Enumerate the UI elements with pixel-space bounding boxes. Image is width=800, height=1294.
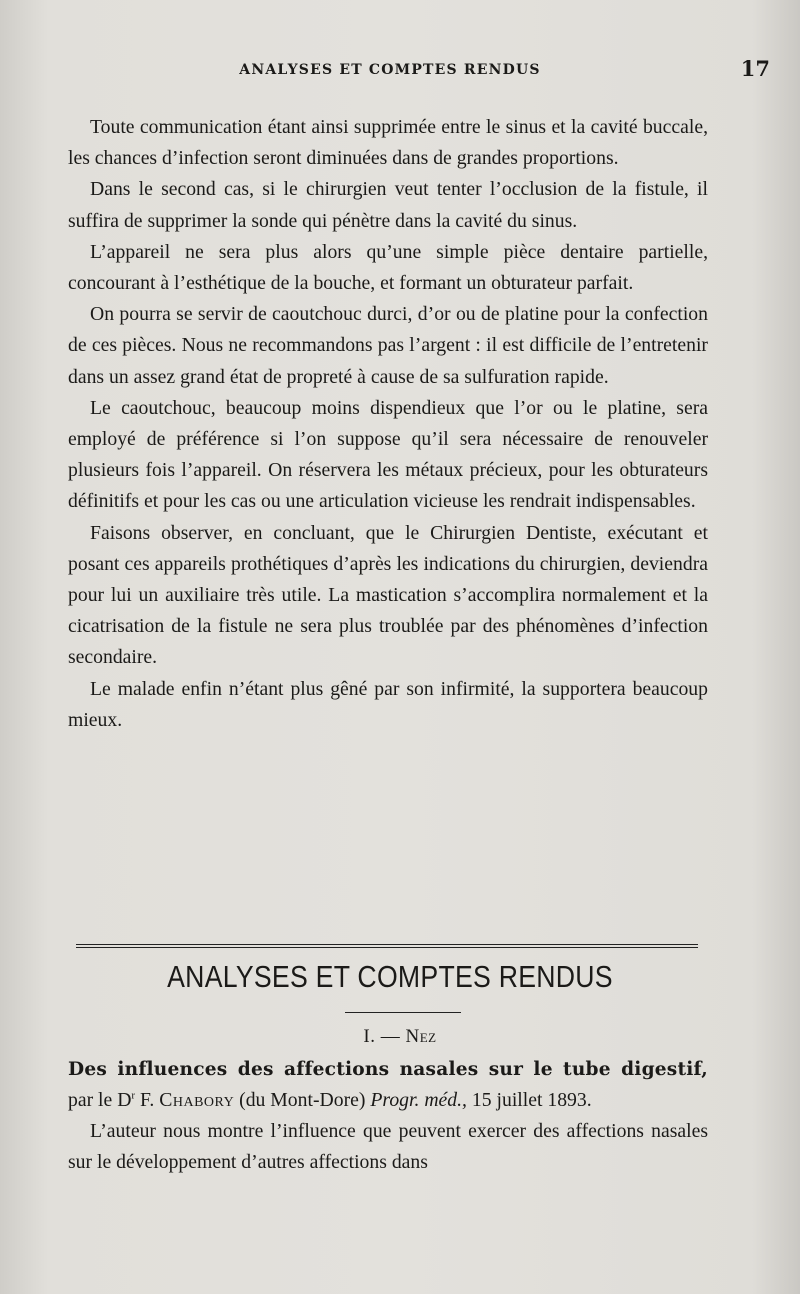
paragraph: Dans le second cas, si le chirurgien veut tenter l’occlusion de la fistule, il suffira de supprimer la sonde qui pénètre dans la cavité du sinus.: [68, 178, 708, 232]
section-rule: [76, 944, 698, 948]
article-body: L’auteur nous montre l’influence que peuvent exercer des affections nasales sur le développement d’autres affections dans: [68, 1120, 708, 1173]
paragraph: Faisons observer, en concluant, que le Chirurgien Dentiste, exécutant et posant ces appareils prothétiques d’après les indications du chirurgien, deviendra pour lui un auxiliaire très utile. La mastication s’accomplira normalement et la cicatrisation de la fistule ne sera plus troublée par des phénomènes d’infection secondaire.: [68, 521, 708, 669]
paragraph: On pourra se servir de caoutchouc durci, d’or ou de platine pour la confection de ces pièces. Nous ne recommandons pas l’argent : il est difficile de l’entretenir dans un assez grand état de propreté à cause de sa sulfuration rapide.: [68, 303, 708, 388]
subsection-heading: [0, 1026, 800, 1048]
page-number: 17: [740, 56, 770, 81]
paragraph: Le malade enfin n’étant plus gêné par son infirmité, la supportera beaucoup mieux.: [68, 677, 708, 731]
running-head: [70, 56, 770, 88]
article-header: [68, 1054, 708, 1116]
author-affiliation: (du Mont-Dore): [239, 1089, 366, 1111]
article-by-sup: r: [131, 1089, 136, 1102]
journal-name: Progr. méd.,: [370, 1089, 467, 1111]
publication-date: 15 juillet 1893.: [471, 1089, 592, 1111]
section-heading: ANALYSES ET COMPTES RENDUS: [167, 959, 613, 994]
body-text: [68, 112, 708, 736]
paragraph: Le caoutchouc, beaucoup moins dispendieux que l’or ou le platine, sera employé de préférence si l’on suppose qu’il sera nécessaire de renouveler plusieurs fois l’appareil. On réservera les métaux précieux, pour les obturateurs définitifs et pour les cas ou une articulation vicieuse les rendrait indispensables.: [68, 396, 708, 513]
author-name: Chabory: [159, 1089, 235, 1111]
paragraph: L’appareil ne sera plus alors qu’une simple pièce dentaire partielle, concourant à l’esthétique de la bouche, et formant un obturateur parfait.: [68, 240, 708, 295]
article: [68, 1054, 708, 1178]
article-title: Des influences des affections nasales sur le tube digestif,: [68, 1059, 708, 1080]
running-head-title: ANALYSES ET COMPTES RENDUS: [239, 62, 541, 78]
article-by: par le D: [68, 1089, 132, 1111]
paragraph: Toute communication étant ainsi supprimée entre le sinus et la cavité buccale, les chances d’infection seront diminuées dans de grandes proportions.: [68, 116, 708, 170]
heading-underline: [345, 1012, 461, 1013]
subsection-label: I. — Nez: [363, 1026, 437, 1047]
author-initial: F.: [140, 1089, 155, 1111]
